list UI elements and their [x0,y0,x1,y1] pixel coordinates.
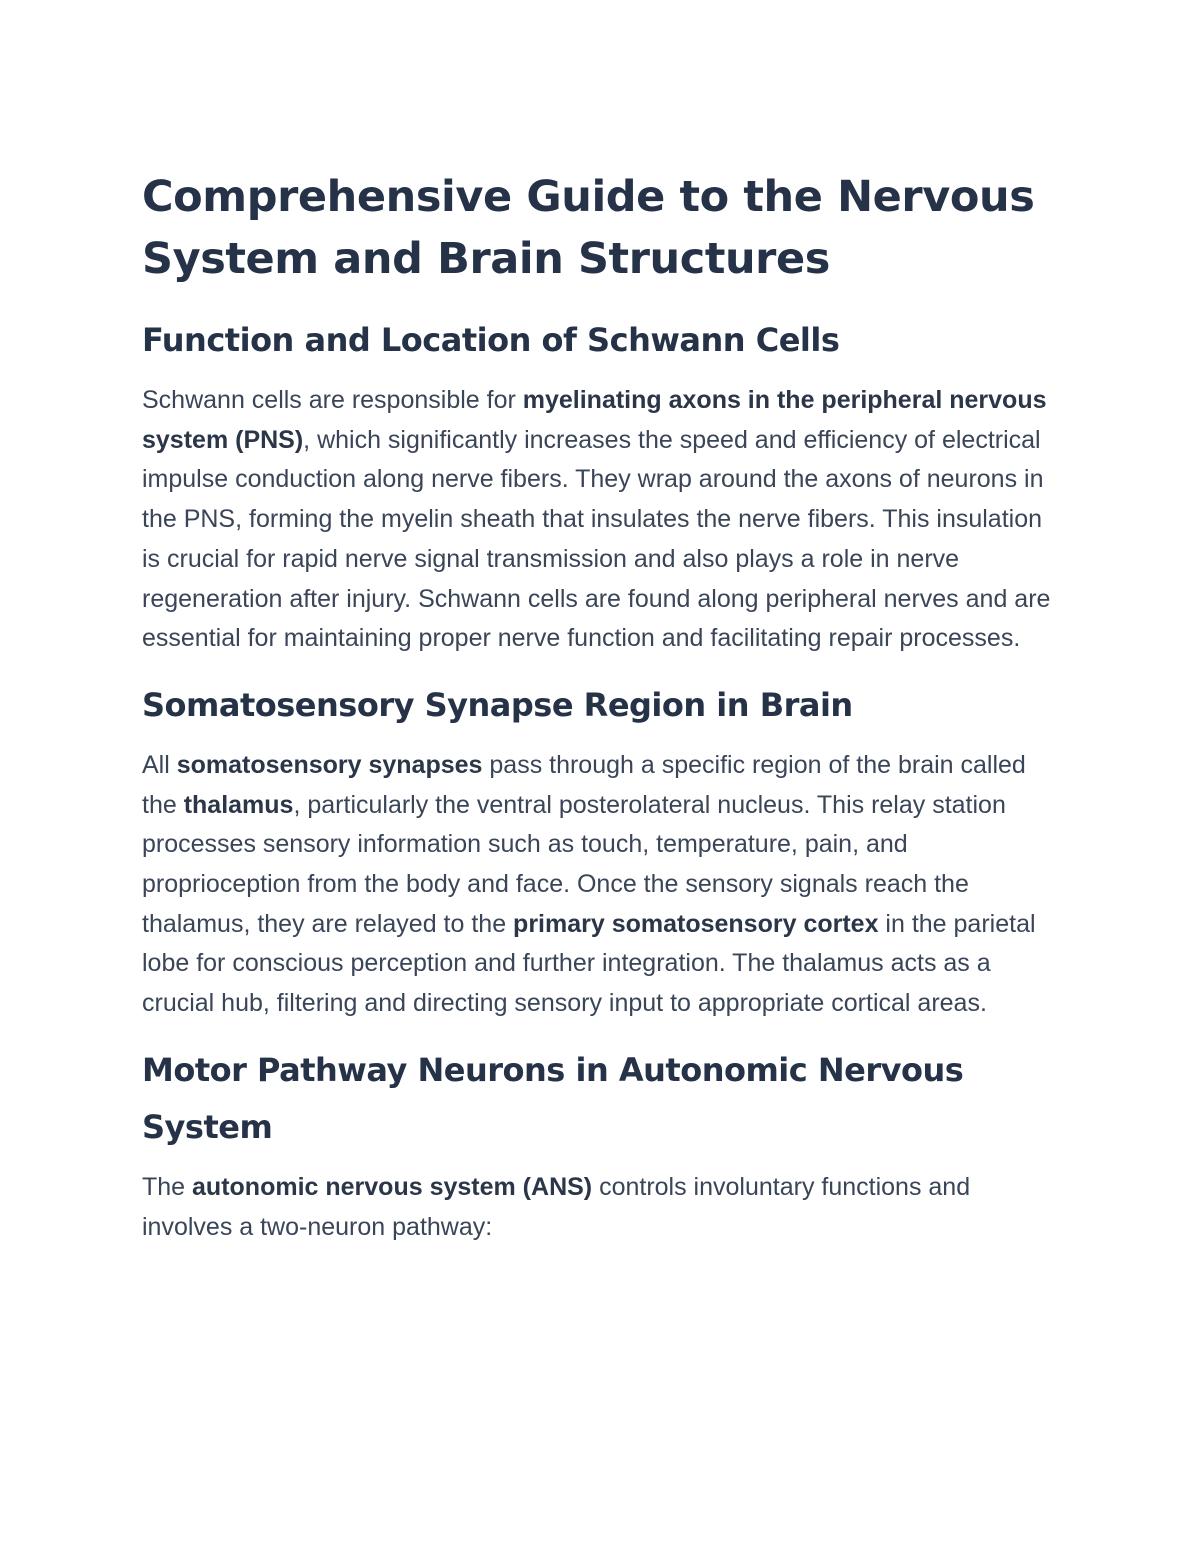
bold-text-run: thalamus [183,790,294,819]
document-title: Comprehensive Guide to the Nervous System and Brain Structures [142,172,1035,284]
section-heading: Motor Pathway Neurons in Autonomic Nervous System [142,1050,964,1146]
section-schwann-cells [142,312,1062,659]
section-paragraph [142,746,1062,1024]
text-run: Schwann cells are responsible for [142,386,523,414]
text-run: , which significantly increases the speed and efficiency of electrical impulse conduction along nerve fibers. They wrap around the axons of neurons in the PNS, forming the myelin sheath that insulates the nerve fibers. This insulation is crucial for rapid nerve signal transmission and also plays a role in nerve regeneration after injury. Schwann cells are found along peripheral nerves and are essential for maintaining proper nerve function and facilitating repair processes. [142,425,1051,653]
text-run: All [142,750,177,779]
section-paragraph [142,381,1062,659]
bold-text-run: somatosensory synapses [176,750,483,779]
text-run: controls involuntary functions and involves a two-neuron pathway: [142,1172,971,1241]
text-run: in the parietal lobe for conscious perception and further integration. The thalamus acts as a crucial hub, filtering and directing sensory input to appropriate cortical areas. [142,909,1036,1018]
text-run: pass through a specific region of the brain called the [142,750,1026,819]
section-paragraph [142,1168,1062,1247]
bold-text-run: primary somatosensory cortex [513,909,879,938]
text-run: , particularly the ventral posterolateral nucleus. This relay station processes sensory information such as touch, temperature, pain, and proprioception from the body and face. Once the sensory signals reach the thalamus, they are relayed to the [142,790,1006,938]
section-heading: Somatosensory Synapse Region in Brain [142,685,853,724]
document-page [142,166,1062,1265]
section-heading: Function and Location of Schwann Cells [142,321,840,359]
bold-text-run: autonomic nervous system (ANS) [192,1172,593,1201]
section-motor-pathway [142,1042,1062,1247]
section-somatosensory [142,677,1062,1024]
text-run: The [142,1172,193,1201]
bold-text-run: myelinating axons in the peripheral nervous system (PNS) [142,386,1047,454]
